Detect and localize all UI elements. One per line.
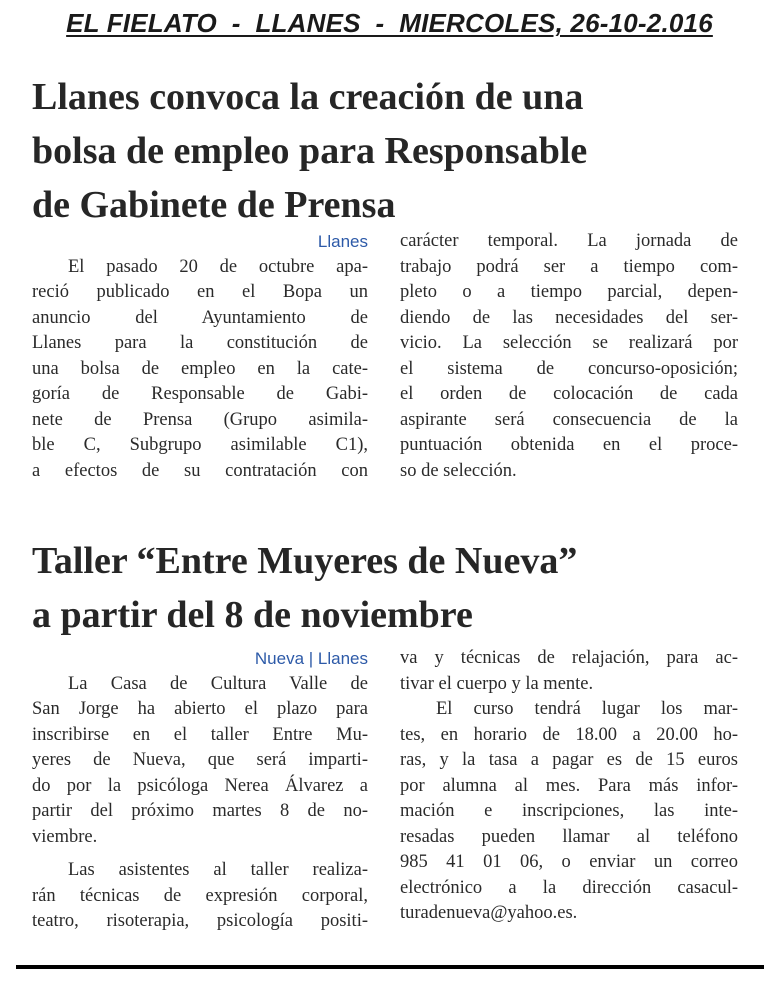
text-line: reció publicado en el Bopa un (32, 282, 368, 302)
text-line: La Casa de Cultura Valle de (68, 673, 368, 694)
text-line: 985 41 01 06, o enviar un correo (400, 852, 738, 872)
text-line: tes, en horario de 18.00 a 20.00 ho- (400, 724, 738, 745)
text-line: mación e inscripciones, las inte- (400, 801, 738, 821)
headline-line: Taller “Entre Muyeres de Nueva” (32, 540, 578, 582)
article2-byline: Nueva | Llanes (254, 649, 368, 668)
text-line: Las asistentes al taller realiza- (68, 860, 368, 880)
headline-line: bolsa de empleo para Responsable (32, 130, 588, 172)
article2-column-1 (32, 646, 368, 935)
article2-headline (32, 534, 752, 642)
headline-line: a partir del 8 de noviembre (32, 594, 473, 636)
header-text: EL FIELATO - LLANES - MIERCOLES, 26-10-2.016 (66, 8, 713, 38)
text-line: por alumna al mes. Para más infor- (400, 775, 738, 796)
text-line: tivar el cuerpo y la mente. (400, 673, 594, 694)
headline-line: de Gabinete de Prensa (32, 184, 396, 226)
text-line: San Jorge ha abierto el plazo para (32, 699, 368, 719)
text-line: ble C, Subgrupo asimilable C1), (32, 435, 368, 455)
text-line: turadenueva@yahoo.es. (400, 903, 578, 923)
text-line: aspirante será consecuencia de la (400, 409, 738, 430)
text-line: pleto o a tiempo parcial, depen- (400, 282, 738, 302)
headline-line: Llanes convoca la creación de una (32, 76, 584, 118)
text-line: puntuación obtenida en el proce- (400, 435, 738, 455)
text-line: electrónico a la dirección casacul- (400, 877, 738, 898)
text-line: a efectos de su contratación con (32, 460, 368, 481)
bottom-rule (16, 965, 764, 969)
text-line: carácter temporal. La jornada de (400, 231, 738, 251)
article1-column-1 (32, 229, 368, 484)
text-line: so de selección. (400, 460, 517, 481)
article2-column-2 (400, 646, 738, 927)
text-line: ras, y la tasa a pagar es de 15 euros (400, 750, 738, 770)
text-line: goría de Responsable de Gabi- (32, 384, 368, 404)
text-line: teatro, risoterapia, psicología positi- (32, 911, 368, 931)
text-line: el orden de colocación de cada (400, 384, 738, 404)
newspaper-header (0, 6, 779, 40)
text-line: Llanes para la constitución de (32, 333, 368, 353)
text-line: partir del próximo martes 8 de no- (32, 801, 368, 821)
article1-byline: Llanes (317, 232, 368, 251)
text-line: El pasado 20 de octubre apa- (68, 256, 368, 277)
text-line: inscribirse en el taller Entre Mu- (32, 724, 368, 745)
article1-headline (32, 70, 752, 232)
article1-column-2 (400, 229, 738, 484)
text-line: trabajo podrá ser a tiempo com- (400, 256, 738, 277)
text-line: va y técnicas de relajación, para ac- (400, 648, 738, 668)
text-line: El curso tendrá lugar los mar- (436, 699, 738, 719)
text-line: el sistema de concurso-oposición; (400, 358, 738, 379)
text-line: yeres de Nueva, que será imparti- (32, 750, 368, 770)
text-line: resadas pueden llamar al teléfono (400, 826, 738, 847)
text-line: diendo de las necesidades del ser- (400, 307, 738, 328)
text-line: una bolsa de empleo en la cate- (32, 358, 368, 379)
text-line: do por la psicóloga Nerea Álvarez a (32, 775, 368, 796)
text-line: nete de Prensa (Grupo asimila- (32, 409, 368, 430)
text-line: vicio. La selección se realizará por (400, 333, 738, 353)
text-line: viembre. (32, 826, 98, 847)
text-line: anuncio del Ayuntamiento de (32, 307, 368, 328)
text-line: rán técnicas de expresión corporal, (32, 885, 368, 906)
